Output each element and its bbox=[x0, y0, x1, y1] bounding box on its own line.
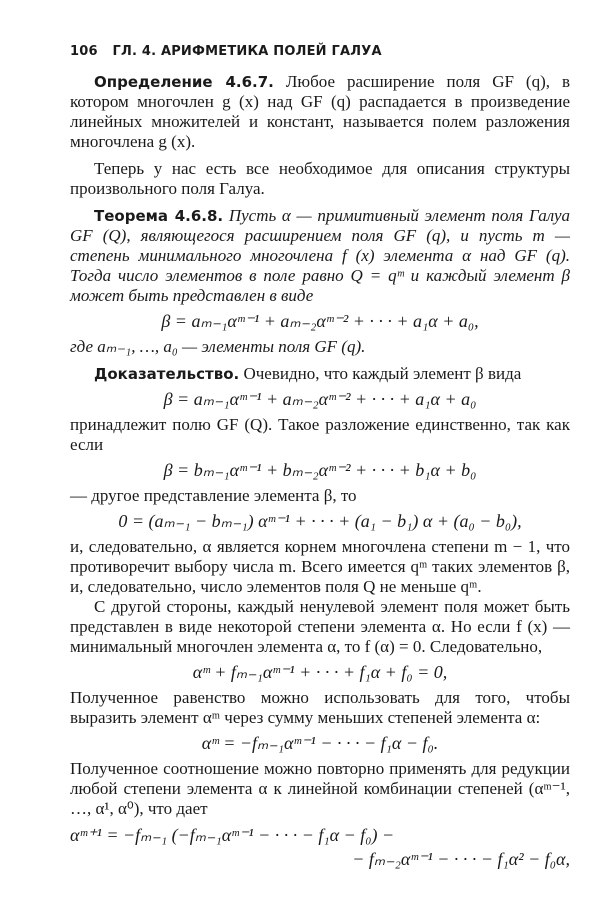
proof-text-4: и, следовательно, α является корнем многочлена степени m − 1, что противоречит выбору числа m. Всего имеется qᵐ таких элементов β, и, следовательно, число элементов поля Q не меньше qᵐ. bbox=[70, 537, 570, 596]
proof-equation-5: αᵐ = −fₘ₋₁αᵐ⁻¹ − · · · − f₁α − f₀. bbox=[201, 733, 439, 753]
proof-equation-2: β = bₘ₋₁αᵐ⁻¹ + bₘ₋₂αᵐ⁻² + · · · + b₁α + b₀ bbox=[163, 460, 477, 480]
proof-equation-3: 0 = (aₘ₋₁ − bₘ₋₁) αᵐ⁻¹ + · · · + (a₁ − b₁) α + (a₀ − b₀), bbox=[118, 511, 522, 531]
theorem-label: Теорема 4.6.8. bbox=[94, 207, 224, 225]
definition-label: Определение 4.6.7. bbox=[94, 73, 274, 91]
proof-equation-6b: − fₘ₋₂αᵐ⁻¹ − · · · − f₁α² − f₀α, bbox=[352, 849, 570, 869]
page-number: 106 bbox=[70, 44, 98, 59]
proof-text-3: — другое представление элемента β, то bbox=[70, 486, 357, 505]
proof-equation-4: αᵐ + fₘ₋₁αᵐ⁻¹ + · · · + f₁α + f₀ = 0, bbox=[192, 662, 448, 682]
running-header bbox=[70, 44, 382, 59]
theorem-equation: β = aₘ₋₁αᵐ⁻¹ + aₘ₋₂αᵐ⁻² + · · · + a₁α + a₀, bbox=[161, 311, 479, 331]
proof-text-1: Очевидно, что каждый элемент β вида bbox=[243, 364, 522, 383]
proof-text-5: С другой стороны, каждый ненулевой элемент поля может быть представлен в виде некоторой степени элемента α. Но если f (x) — минимальный многочлен элемента α, то f (α) = 0. Следовательно, bbox=[70, 597, 570, 656]
theorem-text: Пусть α — примитивный элемент поля Галуа GF (Q), являющегося расширением поля GF (q), и пусть m — степень минимального многочлена f (x) элемента α над GF (q). Тогда число элементов в поле равно Q = qᵐ и каждый элемент β может быть представлен в виде bbox=[70, 206, 570, 305]
intro-paragraph: Теперь у нас есть все необходимое для описания структуры произвольного поля Галуа. bbox=[70, 159, 570, 198]
proof-equation-1: β = aₘ₋₁αᵐ⁻¹ + aₘ₋₂αᵐ⁻² + · · · + a₁α + a₀ bbox=[163, 389, 477, 409]
definition-text: Любое расширение поля GF (q), в котором многочлен g (x) над GF (q) распадается в произведение линейных множителей и констант, называется полем разложения многочлена g (x). bbox=[70, 72, 570, 151]
proof-paragraph bbox=[70, 364, 570, 384]
proof-text-2: принадлежит полю GF (Q). Такое разложение единственно, так как если bbox=[70, 415, 570, 454]
proof-text-6: Полученное равенство можно использовать для того, чтобы выразить элемент αᵐ через сумму меньших степеней элемента α: bbox=[70, 688, 570, 727]
theorem-paragraph bbox=[70, 206, 570, 306]
definition-paragraph bbox=[70, 72, 570, 152]
theorem-after: где aₘ₋₁, …, a₀ — элементы поля GF (q). bbox=[70, 337, 366, 356]
page-body bbox=[70, 72, 570, 869]
running-title: ГЛ. 4. АРИФМЕТИКА ПОЛЕЙ ГАЛУА bbox=[112, 44, 382, 59]
proof-text-7: Полученное соотношение можно повторно применять для редукции любой степени элемента α к линейной комбинации степеней (αᵐ⁻¹, …, α¹, α⁰), что дает bbox=[70, 759, 570, 818]
proof-equation-6a: αᵐ⁺¹ = −fₘ₋₁ (−fₘ₋₁αᵐ⁻¹ − · · · − f₁α − f₀) − bbox=[70, 825, 395, 845]
proof-label: Доказательство. bbox=[94, 365, 240, 383]
